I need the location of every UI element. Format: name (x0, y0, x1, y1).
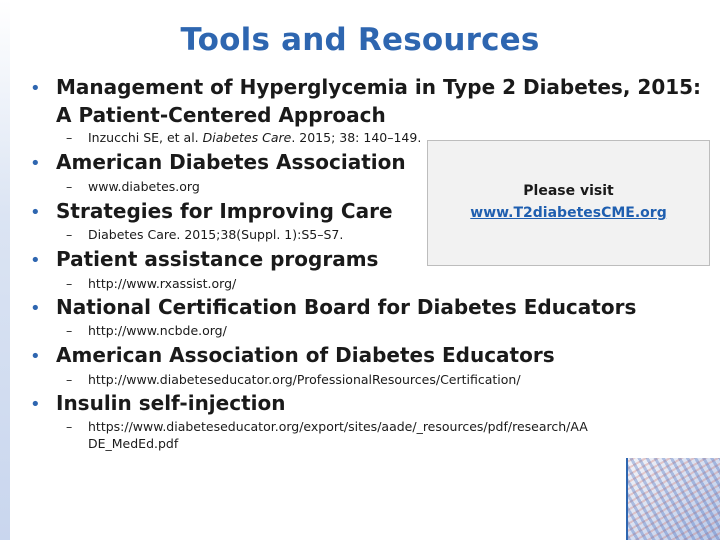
bullet-text: Patient assistance programs (56, 247, 379, 271)
citation-journal: Diabetes Care (202, 130, 292, 145)
sub-text: https://www.diabeteseducator.org/export/sites/aade/_resources/pdf/research/AA (88, 419, 588, 434)
dash-icon: – (66, 227, 73, 242)
sub-link-ncbde[interactable] (66, 322, 227, 339)
left-decorative-stripe (0, 0, 10, 540)
sub-citation-diabetes-care (66, 226, 343, 243)
sub-link-aade-certification[interactable] (66, 371, 521, 388)
dash-icon: – (66, 323, 73, 338)
bullet-text: American Association of Diabetes Educators (56, 343, 555, 367)
bullet-insulin-self-injection (30, 389, 285, 419)
bullet-text: Strategies for Improving Care (56, 199, 393, 223)
sub-text: www.diabetes.org (88, 179, 200, 194)
corner-decorative-image (626, 458, 720, 540)
bullet-ada (30, 148, 406, 178)
bullet-icon: • (30, 298, 41, 319)
page-title: Tools and Resources (180, 22, 540, 58)
bullet-patient-assistance (30, 245, 378, 275)
bullet-icon: • (30, 78, 41, 99)
dash-icon: – (66, 276, 73, 291)
bullet-icon: • (30, 250, 41, 271)
bullet-text-line2: A Patient-Centered Approach (56, 103, 386, 127)
citation-authors: Inzucchi SE, et al. (88, 130, 203, 145)
sub-text: Diabetes Care. 2015;38(Suppl. 1):S5–S7. (88, 227, 344, 242)
sub-link-rxassist[interactable] (66, 275, 236, 292)
sub-text: http://www.rxassist.org/ (88, 276, 237, 291)
bullet-icon: • (30, 153, 41, 174)
callout-box (427, 140, 710, 266)
dash-icon: – (66, 372, 73, 387)
bullet-text: American Diabetes Association (56, 150, 406, 174)
citation-details: . 2015; 38: 140–149. (291, 130, 422, 145)
bullet-strategies (30, 197, 393, 227)
bullet-text: National Certification Board for Diabetes Educators (56, 295, 637, 319)
callout-text: Please visit (523, 183, 614, 199)
bullet-icon: • (30, 346, 41, 367)
bullet-management-hyperglycemia (30, 73, 701, 129)
bullet-icon: • (30, 394, 41, 415)
dash-icon: – (66, 130, 73, 145)
bullet-icon: • (30, 202, 41, 223)
dash-icon: – (66, 179, 73, 194)
callout-link[interactable]: www.T2diabetesCME.org (470, 205, 667, 221)
sub-link-diabetes-org[interactable] (66, 178, 200, 195)
bullet-aade (30, 341, 555, 371)
dash-icon: – (66, 419, 73, 434)
sub-link-aade-pdf[interactable] (66, 418, 588, 452)
bullet-ncbde (30, 293, 636, 323)
sub-citation-inzucchi (66, 129, 421, 146)
sub-text: http://www.diabeteseducator.org/ProfessionalResources/Certification/ (88, 372, 521, 387)
bullet-text: Insulin self-injection (56, 391, 286, 415)
sub-text-line2: DE_MedEd.pdf (88, 436, 179, 451)
bullet-text: Management of Hyperglycemia in Type 2 Diabetes, 2015: (56, 75, 702, 99)
sub-text: http://www.ncbde.org/ (88, 323, 227, 338)
